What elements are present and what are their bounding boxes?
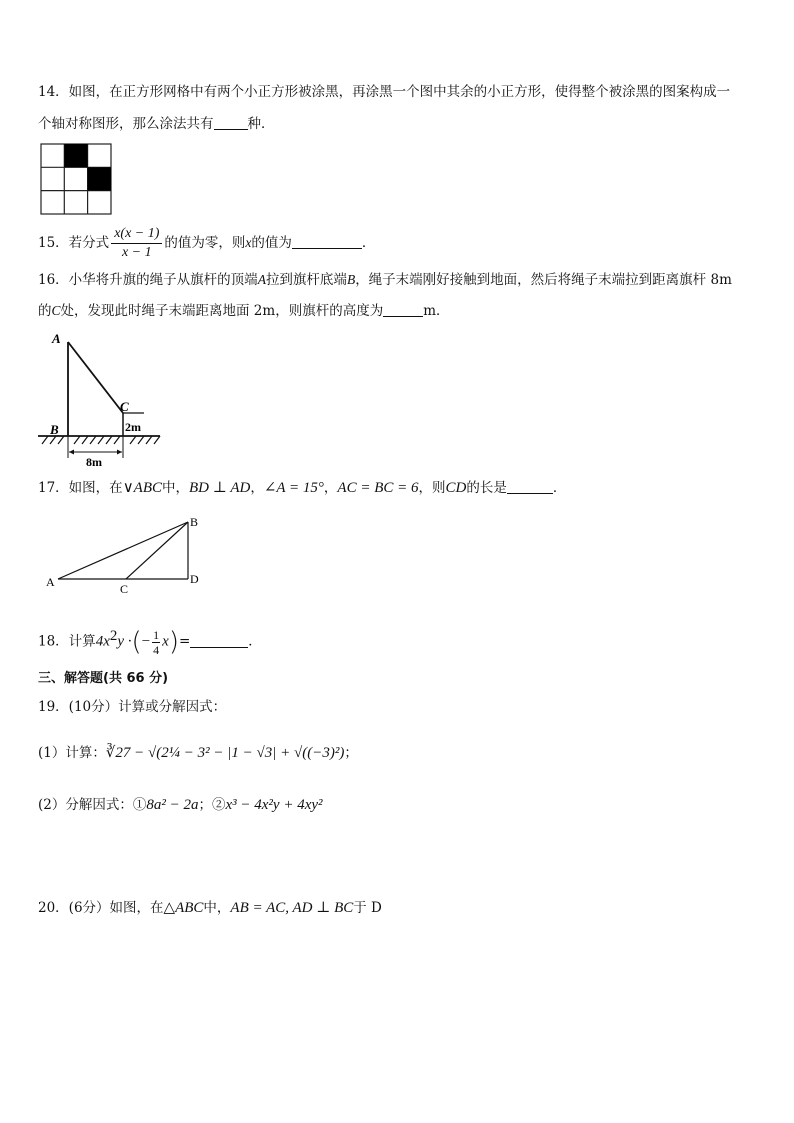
label-A: A xyxy=(52,331,61,346)
answer-blank xyxy=(383,302,423,317)
q14-grid-figure xyxy=(40,143,112,215)
answer-blank xyxy=(214,115,248,130)
answer-blank xyxy=(190,633,248,648)
label-D: D xyxy=(190,572,199,586)
label-B: B xyxy=(50,422,59,437)
q20-line: 20．(6分）如图，在△ABC中，AB = AC, AD ⊥ BC于 D xyxy=(38,900,382,916)
q16-line1: 16．小华将升旗的绳子从旗杆的顶端A拉到旗杆底端B，绳子末端刚好接触到地面，然后将绳子末端拉到距离旗杆 8m xyxy=(38,272,732,288)
rope xyxy=(68,342,123,413)
label-C: C xyxy=(120,582,129,596)
answer-blank xyxy=(507,479,553,494)
label-A: A xyxy=(46,575,55,589)
q16-flagpole-figure xyxy=(36,330,166,468)
q14-line2: 个轴对称图形，那么涂法共有 种． xyxy=(38,116,275,132)
label-C: C xyxy=(120,399,129,414)
q15-line: 15．若分式 $\frac{x(x - 1)}{x - 1}$ 的值为零，则x的值为 ． xyxy=(38,226,376,260)
label-8m: 8m xyxy=(86,455,102,468)
filled-cell xyxy=(64,144,87,167)
q14-line1: 14．如图，在正方形网格中有两个小正方形被涂黑，再涂黑一个图中其余的小正方形，使得整个被涂黑的图案构成一 xyxy=(38,84,731,100)
ground-hatching xyxy=(42,436,160,444)
q18-line: 18．计算$4x^2y$ ·(− $\frac{1}{4}$ x)= ． xyxy=(38,627,262,657)
q19-part2: (2）分解因式：①8a² − 2a；②x³ − 4x²y + 4xy² xyxy=(38,797,323,813)
q19-part1: (1）计算：∛27 − √(2¼ − 3² − |1 − √3| + √((−3)²)； xyxy=(38,745,358,761)
q17-triangle-figure xyxy=(42,512,212,596)
q19-title: 19．(10分）计算或分解因式： xyxy=(38,699,227,715)
q16-line2: 的C处，发现此时绳子末端距离地面 2m，则旗杆的高度为 m． xyxy=(38,303,450,319)
q17-line: 17．如图，在∨ABC中，BD ⊥ AD，∠A = 15°，AC = BC = 6，则CD的长是 ． xyxy=(38,480,567,496)
label-B: B xyxy=(190,515,199,529)
label-2m: 2m xyxy=(125,420,141,434)
answer-blank xyxy=(292,234,362,249)
q18-fraction: $\frac{1}{4}$ xyxy=(153,627,160,657)
section-heading: 三、解答题(共 66 分) xyxy=(38,671,169,686)
filled-cell xyxy=(88,167,111,190)
q15-fraction: $\frac{x(x - 1)}{x - 1}$ xyxy=(111,225,162,262)
